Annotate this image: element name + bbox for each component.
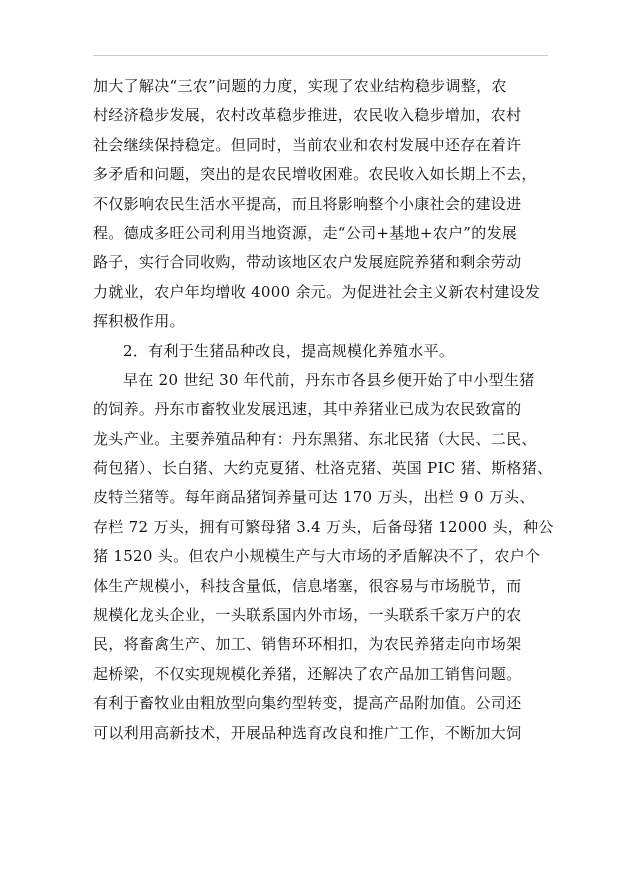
text-line: 加大了解决“三农”问题的力度，实现了农业结构稳步调整，农: [93, 77, 507, 95]
text-line: 龙头产业。主要养殖品种有：丹东黑猪、东北民猪（大民、二民、: [93, 429, 537, 448]
text-line: 村经济稳步发展，农村改革稳步推进，农民收入稳步增加，农村: [93, 106, 522, 125]
paragraph-first-line: 早在 20 世纪 30 年代前，丹东市各县乡便开始了中小型生猪: [123, 370, 535, 389]
text-line: 的饲养。丹东市畜牧业发展迅速，其中养猪业已成为农民致富的: [93, 400, 522, 419]
text-line: 有利于畜牧业由粗放型向集约型转变，提高产品附加值。公司还: [93, 694, 522, 713]
text-line: 猪 1520 头。但农户小规模生产与大市场的矛盾解决不了，农户个: [93, 547, 541, 566]
text-line: 不仅影响农民生活水平提高，而且将影响整个小康社会的建设进: [93, 194, 522, 213]
text-line: 挥积极作用。: [93, 312, 185, 331]
text-line: 社会继续保持稳定。但同时，当前农业和农村发展中还存在着许: [93, 135, 522, 154]
text-line: 路子，实行合同收购，带动该地区农户发展庭院养猪和剩余劳动: [93, 253, 522, 272]
text-line: 多矛盾和问题，突出的是农民增收困难。农民收入如长期上不去，: [93, 165, 537, 184]
body-text: [93, 72, 563, 748]
text-line: 皮特兰猪等。每年商品猪饲养量可达 170 万头，出栏 9 0 万头、: [93, 488, 535, 507]
section-heading: 2．有利于生猪品种改良，提高规模化养殖水平。: [123, 341, 455, 360]
text-line: 民，将畜禽生产、加工、销售环环相扣，为农民养猪走向市场架: [93, 635, 522, 654]
text-line: 力就业，农户年均增收 4000 余元。为促进社会主义新农村建设发: [93, 282, 541, 301]
text-line: 规模化龙头企业，一头联系国内外市场，一头联系千家万户的农: [93, 606, 522, 625]
text-line: 荷包猪）、长白猪、大约克夏猪、杜洛克猪、英国 PIC 猪、斯格猪、: [93, 459, 553, 478]
text-line: 程。德成多旺公司利用当地资源，走“公司+基地+农户”的发展: [93, 223, 518, 242]
header-rule: [93, 55, 548, 56]
text-line: 存栏 72 万头，拥有可繁母猪 3.4 万头，后备母猪 12000 头，种公: [93, 517, 554, 536]
text-line: 起桥梁，不仅实现规模化养猪，还解决了农产品加工销售问题。: [93, 664, 522, 683]
text-line: 体生产规模小，科技含量低，信息堵塞，很容易与市场脱节，而: [93, 576, 522, 595]
text-line: 可以利用高新技术，开展品种选育改良和推广工作，不断加大饲: [93, 723, 522, 742]
